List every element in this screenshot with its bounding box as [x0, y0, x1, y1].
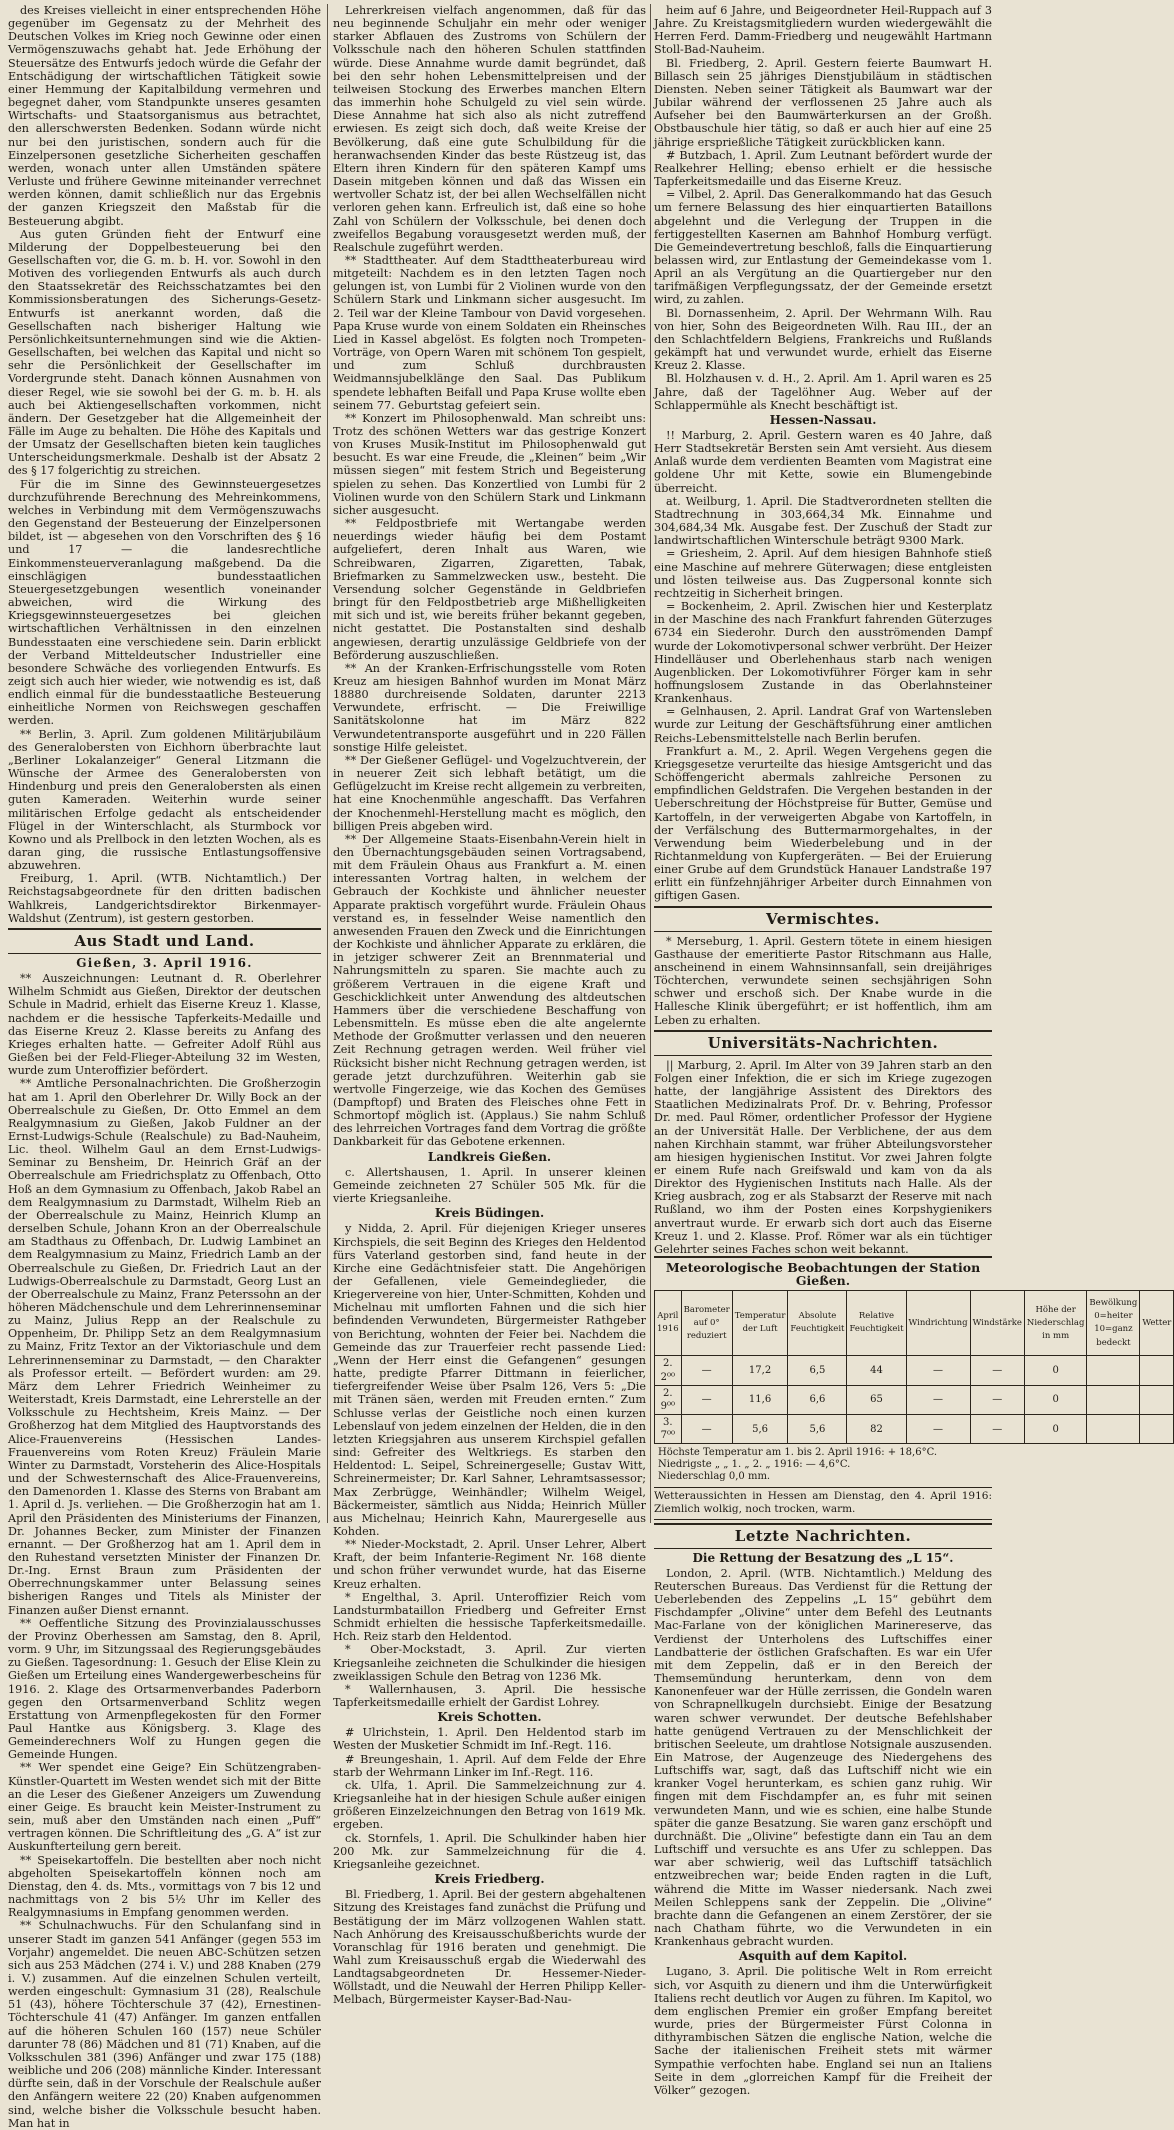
weather-cell: — [681, 1415, 732, 1444]
article-paragraph: ** Nieder-Mockstadt, 2. April. Unser Lehrer, Albert Kraft, der beim Infanterie-Regiment Nr. 168 diente und schon früher verwundet wurde, hat das Eiserne Kreuz erhalten. [333, 1538, 646, 1591]
article-paragraph: Bl. Dornassenheim, 2. April. Der Wehrmann Wilh. Rau von hier, Sohn des Beigeordneten Wilh. Rau III., der an den Schlachtfeldern Belgiens, Frankreichs und Rußlands gekämpft hat und verwundet wurde, erhielt das Eiserne Kreuz 2. Klasse. [654, 306, 992, 373]
article-paragraph: ck. Stornfels, 1. April. Die Schulkinder haben hier 200 Mk. zur Sammelzeichnung für die 4. Kriegsanleihe gezeichnet. [333, 1831, 646, 1871]
article-paragraph: London, 2. April. (WTB. Nichtamtlich.) Meldung des Reuterschen Bureaus. Das Verdienst für die Rettung der Ueberlebenden des Zeppelins „L 15“ gebührt dem Fischdampfer „Olivine“ unter dem Befehl des Leutnants Mac-Farlane von der königlichen Marinereserve, das Verdienst der Unterholens des Luftschiffes einer Landbatterie der östlichen Grafschaften. Es war ein Ufer mit dem Zeppelin, daß er in den Bereich der Themsemündung herunterkam, denn von dem Kanonenfeuer war der Hülle zerrissen, die Gondeln waren von Schrapnellkugeln durchsiebt. Einige der Besatzung waren schwer verwundet. Der deutsche Befehlshaber hatte genügend Vertrauen zu der Menschlichkeit der britischen Seeleute, um drahtlose Notsignale auszusenden. Ein Matrose, der Augenzeuge des Niedergehens des Luftschiffs war, sagt, daß das Luftschiff nicht wie ein kranker Vogel herunterkam, es schien ganz ruhig. Wir fingen mit dem Fischdampfer an, es fuhr mit seinen verwundeten Mann, und wie es schien, eine halbe Stunde später die ganze Besatzung. Sie waren ganz erschöpft und durchnäßt. Die „Olivine“ befestigte dann ein Tau an dem Luftschiff und versuchte es ans Ufer zu schleppen. Das war aber schwierig, weil das Luftschiff tatsächlich entzweibrechen war; beide Enden ragten in die Luft, während die Mitte im Wasser niedersank. Nach zwei Meilen Schleppens sank der Zeppelin. Die „Olivine“ brachte dann die Gefangenen an einem Zerstörer, der sie nach Chatham führte, wo die Verwundeten in ein Krankenhaus gebracht wurden. [654, 1566, 992, 1949]
article-paragraph: heim auf 6 Jahre, und Beigeordneter Heil-Ruppach auf 3 Jahre. Zu Kreistagsmitgliedern wurden wiedergewählt die Herren Ferd. Damm-Friedberg und neugewählt Hartmann Stoll-Bad-Nauheim. [654, 4, 992, 57]
stat-line: Niederschlag 0,0 mm. [658, 1471, 771, 1483]
weather-col-header: Windrichtung [906, 1291, 970, 1356]
article-paragraph: ** An der Kranken-Erfrischungsstelle vom Roten Kreuz am hiesigen Bahnhof wurden im Monat März 18880 durchreisende Soldaten, darunter 2213 Verwundete, erfrischt. — Die Freiwillige Sanitätskolonne hat im März 822 Verwundetentransporte ausgeführt und in 220 Fällen sonstige Hilfe geleistet. [333, 661, 646, 754]
weather-table [654, 1290, 1174, 1444]
article-paragraph: = Gelnhausen, 2. April. Landrat Graf von Wartensleben wurde zur Leitung der Geschäftsführung einer amtlichen Reichs-Lebensmittelstelle nach Berlin berufen. [654, 705, 992, 745]
weather-cell: — [906, 1415, 970, 1444]
temperature-stats [658, 1447, 992, 1483]
article-paragraph: ** Berlin, 3. April. Zum goldenen Militärjubiläum des Generalobersten von Eichhorn überbrachte laut „Berliner Lokalanzeiger“ General Litzmann die Wünsche der Armee des Generalobersten von Hindenburg und preis den Generalobersten als einen guten Kameraden. Weiterhin wurde seiner militärischen Erfolge gedacht als entscheidender Flügel in der Winterschlacht, als Sturmbock vor Kowno und als Prellbock in den letzten Wochen, als es daran ging, die russische Entlastungsoffensive abzuwehren. [8, 727, 321, 873]
article-paragraph: ** Wer spendet eine Geige? Ein Schützengraben-Künstler-Quartett im Westen wendet sich mit der Bitte an die Leser des Gießener Anzeigers um Zuwendung einer Geige. Es braucht kein Meister-Instrument zu sein, muß aber den Umständen nach einen „Puff“ vertragen können. Die Schriftleitung des „G. A“ ist zur Auskunfterteilung gern bereit. [8, 1761, 321, 1854]
weather-col-header: Temperatur der Luft [732, 1291, 788, 1356]
weather-cell: 11,6 [732, 1385, 788, 1414]
article-paragraph: ** Oeffentliche Sitzung des Provinzialausschusses der Provinz Oberhessen am Samstag, den 8. April, vorm. 9 Uhr, im Sitzungssaal des Regierungsgebäudes zu Gießen. Tagesordnung: 1. Gesuch der Elise Klein zu Gießen um Erteilung eines Wandergewerbescheins für 1916. 2. Klage des Ortsarmenverbandes Paderborn gegen den Ortsarmenverband Schlitz wegen Erstattung von Armenpflegekosten für den Former Paul Hantke aus Königsberg. 3. Klage des Gemeinderechners Wolf zu Hungen gegen die Gemeinde Hungen. [8, 1616, 321, 1762]
stat-line: Niedrigste „ „ 1. „ 2. „ 1916: — 4,6°C. [658, 1459, 851, 1471]
weather-col-header: Bewölkung 0=heiter 10=ganz bedeckt [1087, 1291, 1140, 1356]
article-paragraph: !! Marburg, 2. April. Gestern waren es 40 Jahre, daß Herr Stadtsekretär Bersten sein Amt versieht. Aus diesem Anlaß wurde dem verdienten Beamten vom Magistrat eine goldene Uhr mit Kette, sowie ein Blumengebinde überreicht. [654, 429, 992, 495]
article-paragraph: c. Allertshausen, 1. April. In unserer kleinen Gemeinde zeichneten 27 Schüler 505 Mk. für die vierte Kriegsanleihe. [333, 1165, 646, 1206]
weather-col-header: Barometer auf 0° reduziert [681, 1291, 732, 1356]
weather-cell [1140, 1385, 1174, 1414]
article-paragraph: ck. Ulfa, 1. April. Die Sammelzeichnung zur 4. Kriegsanleihe hat in der hiesigen Schule außer einigen größeren Einzelzeichnungen den Betrag von 1619 Mk. ergeben. [333, 1778, 646, 1832]
weather-cell: — [970, 1415, 1024, 1444]
weather-cell: 82 [847, 1415, 906, 1444]
column-2 [333, 4, 646, 2007]
weather-table-header-row [655, 1291, 1174, 1356]
article-paragraph: ** Speisekartoffeln. Die bestellten aber noch nicht abgeholten Speisekartoffeln können noch am Dienstag, den 4. ds. Mts., vormittags von 7 bis 12 und nachmittags von 2 bis 5½ Uhr im Keller des Realgymnasiums in Empfang genommen werden. [8, 1853, 321, 1920]
article-paragraph: ** Schulnachwuchs. Für den Schulanfang sind in unserer Stadt im ganzen 541 Anfänger (gegen 553 im Vorjahr) angemeldet. Die neuen ABC-Schützen setzen sich aus 253 Mädchen (274 i. V.) und 288 Knaben (279 i. V.) zusammen. Auf die einzelnen Schulen verteilt, werden eingeschult: Gymnasium 31 (28), Realschule 51 (43), höhere Töchterschule 37 (42), Ernestinen-Töchterschule 41 (47) Anfänger. Im ganzen entfallen auf die höheren Schulen 160 (157) neue Schüler darunter 78 (86) Mädchen und 81 (71) Knaben, auf die Volksschulen 381 (396) Anfänger und zwar 175 (188) weibliche und 206 (208) männliche Kinder. Interessant dürfte sein, daß in der Vorschule der Realschule außer den Anfängern weitere 22 (20) Knaben aufgenommen sind, welche bisher die Volksschule besucht haben. Man hat in [8, 1919, 321, 2130]
weather-row [655, 1415, 1174, 1444]
weather-row [655, 1385, 1174, 1414]
weather-cell: 0 [1024, 1415, 1087, 1444]
article-paragraph: at. Weilburg, 1. April. Die Stadtverordneten stellten die Stadtrechnung in 303,664,34 Mk. Einnahme und 304,684,34 Mk. Ausgabe fest. Der Zuschuß der Stadt zur landwirtschaftlichen Winterschule beträgt 9300 Mark. [654, 494, 992, 548]
weather-cell [1087, 1385, 1140, 1414]
weather-col-header: Absolute Feuchtigkeit [788, 1291, 847, 1356]
region-heading: Landkreis Gießen. [427, 1149, 552, 1164]
region-heading: Kreis Friedberg. [434, 1872, 545, 1887]
article-paragraph: ** Amtliche Personalnachrichten. Die Großherzogin hat am 1. April den Oberlehrer Dr. Willy Bock an der Oberrealschule zu Gießen, Dr. Otto Emmel an dem Realgymnasium zu Gießen, Jakob Fuldner an der Ernst-Ludwigs-Schule (Realschule) zu Bad-Nauheim, Lic. theol. Wilhelm Gaul an dem Ernst-Ludwigs-Seminar zu Bensheim, Dr. Heinrich Gräf an der Oberrealschule am Friedrichsplatz zu Offenbach, Otto Hoß an dem Gymnasium zu Offenbach, Jakob Rabel an dem Realgymnasium zu Darmstadt, Wilhelm Rieb an der Oberrealschule zu Mainz, Heinrich Klump an derselben Schule, Johann Kron an der Oberrealschule am Stadthaus zu Offenbach, Dr. Ludwig Lambinet an dem Realgymnasium zu Mainz, Friedrich Lamb an der Oberrealschule zu Gießen, Dr. Friedrich Laut an der Ludwigs-Oberrealschule zu Darmstadt, Georg Lust an der Oberrealschule zu Mainz, Franz Peterssohn an der höheren Mädchenschule und dem Lehrerinnenseminar zu Mainz, Julius Repp an der Realschule zu Oppenheim, Dr. Philipp Setz an dem Realgymnasium zu Mainz, Fritz Textor an der Viktoriaschule und dem Lehrerinnenseminar zu Darmstadt, — den Charakter als Professor erteilt. — Befördert wurden: am 29. März dem Lehrer Friedrich Weinheimer zu Weiterstadt, Kreis Darmstadt, eine Lehrerstelle an der Volksschule zu Hechtsheim, Kreis Mainz. — Der Großherzog hat dem Mitglied des Hauptvorstands des Alice-Frauenvereins (Hessischen Landes-Frauenvereins vom Roten Kreuz) Fräulein Marie Winter zu Darmstadt, Vorsteherin des Alice-Hospitals und der Schwesternschaft des Alice-Frauenvereins, den Damenorden 1. Klasse des Sterns von Brabant am 1. April d. Js. verliehen. — Die Großherzogin hat am 1. April den Präsidenten des Ministeriums der Finanzen, Dr. Johannes Becker, zum Minister der Finanzen ernannt. — Der Großherzog hat am 1. April dem in den Ruhestand versetzten Minister der Finanzen Dr. Dr.-Ing. Ernst Braun zum Präsidenten der Oberrechnungskammer unter Belassung seines bisherigen Ranges und Titels als Minister der Finanzen außer Dienst ernannt. [8, 1077, 321, 1617]
article-paragraph: Lehrerkreisen vielfach angenommen, daß für das neu beginnende Schuljahr ein mehr oder weniger starker Abflauen des Zustroms von Schülern der Volksschule nach den höheren Schulen stattfinden würde. Diese Annahme wurde damit begründet, daß bei den sehr hohen Lebensmittelpreisen und der teilweisen Stockung des Erwerbes manchen Eltern das immerhin hohe Schulgeld zu viel sein würde. Diese Annahme hat sich also als nicht zutreffend erwiesen. Es zeigt sich doch, daß weite Kreise der Bevölkerung, daß eine gute Schulbildung für die heranwachsenden Kinder das beste Rüstzeug ist, das Eltern ihren Kindern für den späteren Kampf ums Dasein mitgeben können und daß das Wissen ein wertvoller Schatz ist, der bei allen Wechselfällen nicht verloren gehen kann. Erfreulich ist, daß eine so hohe Zahl von Schülern der Volksschule, bei denen doch zweifellos Begabung vorausgesetzt werden muß, der Realschule zugeführt werden. [333, 4, 646, 254]
article-paragraph: = Bockenheim, 2. April. Zwischen hier und Kesterplatz in der Maschine des nach Frankfurt fahrenden Güterzuges 6734 ein Siederohr. Durch den ausströmenden Dampf wurde der Lokomotivpersonal schwer verbrüht. Der Heizer Hindelläuser und Oberlehenhaus starb nach wenigen Augenblicken. Der Lokomotivführer Förger kam in sehr hoffnungslosem Zustande in das Oberlahnsteiner Krankenhaus. [654, 600, 992, 706]
section-title: Aus Stadt und Land. [8, 928, 321, 954]
dateline: Gießen, 3. April 1916. [76, 955, 253, 970]
article-paragraph: = Vilbel, 2. April. Das Generalkommando hat das Gesuch um fernere Belassung des hier einquartierten Bataillons abgelehnt und die Verlegung der Truppen in die fertiggestellten Kasernen am Bahnhof Homburg verfügt. Die Gemeindevertretung beschloß, falls die Einquartierung belassen wird, zur Entlastung der Gemeindekasse vom 1. April an als Vergütung an die Quartiergeber nur den tarifmäßigen Verpflegungssatz, der der Gemeinde ersetzt wird, zu zahlen. [654, 188, 992, 307]
article-paragraph: # Butzbach, 1. April. Zum Leutnant befördert wurde der Realkehrer Helling; ebenso erhielt er die hessische Tapferkeitsmedaille und das Eiserne Kreuz. [654, 148, 992, 189]
article-paragraph: ** Stadttheater. Auf dem Stadttheaterbureau wird mitgeteilt: Nachdem es in den letzten Tagen noch gelungen ist, von Lumbi für 2 Violinen wurde von den Schülern Stark und Linkmann sicher ausgesucht. Im 2. Teil war der Kleine Tambour von David vorgesehen. Papa Kruse wurde von einem Soldaten ein Rheinsches Lied in Kassel abgelöst. Es folgten noch Trompeten-Vorträge, von Opern Waren mit schönem Ton gespielt, und zum Schluß durchbrausten Weidmannsjubelklänge den Saal. Das Publikum spendete lebhaften Beifall und Papa Kruse wollte eben seinem 77. Geburtstag gefeiert sein. [333, 253, 646, 412]
weather-forecast: Wetteraussichten in Hessen am Dienstag, den 4. April 1916: Ziemlich wolkig, noch trocken, warm. [654, 1487, 992, 1519]
weather-cell: 0 [1024, 1356, 1087, 1385]
weather-cell: 3. 7⁰⁰ [655, 1415, 682, 1444]
weather-cell: 44 [847, 1356, 906, 1385]
article-paragraph: # Ulrichstein, 1. April. Den Heldentod starb im Westen der Musketier Schmidt im Inf.-Regt. 116. [333, 1726, 646, 1753]
article-paragraph: ** Konzert im Philosophenwald. Man schreibt uns: Trotz des schönen Wetters war das gestrige Konzert von Kruses Musik-Institut im Philosophenwald gut besucht. Es war eine Freude, die „Kleinen“ beim „Wir müssen siegen“ mit festem Strich und Begeisterung spielen zu sehen. Das Konzertlied von Lumbi für 2 Violinen wurde von den Schülern Stark und Linkmann sicher ausgesucht. [333, 411, 646, 517]
article-paragraph: ** Auszeichnungen: Leutnant d. R. Oberlehrer Wilhelm Schmidt aus Gießen, Direktor der deutschen Schule in Madrid, erhielt das Eiserne Kreuz 1. Klasse, nachdem er die hessische Tapferkeits-Medaille und das Eiserne Kreuz 2. Klasse bereits zu Anfang des Krieges erhalten hatte. — Gefreiter Adolf Rühl aus Gießen bei der Feld-Flieger-Abteilung 32 im Westen, wurde zum Unteroffizier befördert. [8, 972, 321, 1078]
weather-col-header: Relative Feuchtigkeit [847, 1291, 906, 1356]
article-paragraph: Bl. Friedberg, 1. April. Bei der gestern abgehaltenen Sitzung des Kreistages fand zunächst die Prüfung und Bestätigung der im März vollzogenen Wahlen statt. Nach Anhörung des Kreisausschußberichts wurde der Voranschlag für 1916 beraten und genehmigt. Die Wahl zum Kreisausschuß ergab die Wiederwahl des Landtagsabgeordneten Dr. Hessemer-Nieder-Wöllstadt, und die Neuwahl der Herren Philipp Keller-Melbach, Bürgermeister Kayser-Bad-Nau- [333, 1888, 646, 2007]
weather-cell: — [970, 1356, 1024, 1385]
weather-cell: — [681, 1385, 732, 1414]
column-rule [327, 4, 328, 1523]
article-paragraph: * Engelthal, 3. April. Unteroffizier Reich vom Landsturmbataillon Friedberg und Gefreiter Ernst Schmidt erhielten die hessische Tapferkeitsmedaille. Hch. Reiz starb den Heldentod. [333, 1590, 646, 1644]
article-paragraph: * Wallernhausen, 3. April. Die hessische Tapferkeitsmedaille erhielt der Gardist Lohrey. [333, 1682, 646, 1709]
article-paragraph: Bl. Holzhausen v. d. H., 2. April. Am 1. April waren es 25 Jahre, daß der Tagelöhner Aug. Weber auf der Schlappermühle als Knecht beschäftigt ist. [654, 372, 992, 412]
column-rule [650, 4, 651, 1523]
weather-row [655, 1356, 1174, 1385]
region-heading: Kreis Schotten. [437, 1710, 542, 1725]
column-3 [654, 4, 1172, 2097]
weather-col-header: April 1916 [655, 1291, 682, 1356]
article-paragraph: Bl. Friedberg, 2. April. Gestern feierte Baumwart H. Billasch sein 25 jähriges Dienstjubiläum in städtischen Diensten. Neben seiner Tätigkeit als Baumwart war der Jubilar während der verflossenen 25 Jahre auch als Aufseher bei den Baumwärterkursen an der Großh. Obstbauschule hier tätig, so daß er auch hier auf eine 25 jährige ersprießliche Tätigkeit zurückblicken kann. [654, 56, 992, 149]
weather-cell: 17,2 [732, 1356, 788, 1385]
weather-cell: 0 [1024, 1385, 1087, 1414]
weather-cell [1087, 1415, 1140, 1444]
weather-cell: — [906, 1356, 970, 1385]
article-paragraph: ** Der Allgemeine Staats-Eisenbahn-Verein hielt in den Übernachtungsgebäuden seinen Vortragsabend, mit dem Fräulein Ohaus aus Frankfurt a. M. einen interessanten Vortrag halten, in welchem der Gebrauch der Kochkiste und ähnlicher neuester Apparate praktisch vorgeführt wurde. Fräulein Ohaus verstand es, in fesselnder Weise namentlich den anwesenden Frauen den Zweck und die Einrichtungen der Kochkiste und ähnlicher Apparate zu erklären, die in jetziger schwerer Zeit an Brennmaterial und Nahrungsmitteln zu sparen. Sie machte auch zu größerem Vertrauen in die eigene Kraft und Geschicklichkeit unter Anwendung des altdeutschen Hammers über die verschiedene Beschaffung von Lebensmitteln. Es müsse eben die alte angelernte Methode der Großmutter verlassen und den neueren Zeit Rechnung getragen werden. Weil früher viel Rücksicht bisher nicht Rechnung getragen werden, ist gerade jetzt durchzuführen. Weiterhin gab sie wertvolle Fingerzeige, wie das Kochen des Gemüses (Dampftopf) und Braten des Fleisches ohne Fett in Schmortopf möglich ist. (Applaus.) Sie nahm Schluß des lehrreichen Vortrages fand dem Vortrag die größte Dankbarkeit für das Gebotene erkennen. [333, 832, 646, 1149]
section-title: Vermischtes. [654, 906, 992, 932]
article-paragraph: Frankfurt a. M., 2. April. Wegen Vergehens gegen die Kriegsgesetze verurteilte das hiesige Amtsgericht und das Schöffengericht abermals zahlreiche Personen zu empfindlichen Geldstrafen. Die Vergehen bestanden in der Ueberschreitung der Höchstpreise für Butter, Gemüse und Kartoffeln, in der verweigerten Abgabe von Kartoffeln, in der Verfälschung des Buttermarmorgehaltes, in der Verwendung beim Wiederbelebung und in der Richtanmeldung von Kupfergeräten. — Bei der Eruierung einer Grube auf dem Grundstück Hanauer Landstraße 197 erlitt ein fünfzehnjähriger Arbeiter durch Einnahmen von giftigen Gasen. [654, 744, 992, 903]
stat-line: Höchste Temperatur am 1. bis 2. April 1916: + 18,6°C. [658, 1447, 938, 1459]
article-paragraph: y Nidda, 2. April. Für diejenigen Krieger unseres Kirchspiels, die seit Beginn des Krieges den Heldentod fürs Vaterland gestorben sind, fand heute in der Kirche eine Gedächtnisfeier statt. Die Angehörigen der Gefallenen, viele Gemeindeglieder, die Kriegervereine von hier, Unter-Schmitten, Kohden und Michelnau mit umflorten Fahnen und die sich hier befindenden Verwundeten, Bürgermeister Rathgeber von Berichtung, wohnten der Feier bei. Nachdem die Gemeinde das zur Trauerfeier recht passende Lied: „Wenn der Herr einst die Gefangenen“ gesungen hatte, predigte Pfarrer Dittmann in feierlicher, tiefergreifender Weise über Psalm 126, Vers 5: „Die mit Tränen säen, werden mit Freuden ernten.“ Zum Schlusse verlas der Geistliche noch einen kurzen Lebenslauf von jedem einzelnen der Helden, die in den letzten Kriegsjahren aus unserem Kirchspiel gefallen sind: Gefreiter des Weltkriegs. Es starben den Heldentod: L. Seipel, Schreinergeselle; Gustav Witt, Schreinermeister; Dr. Karl Sahner, Lehramtsassessor; Max Zerbrügge, Weinhändler; Wilhelm Weigel, Bäckermeister, sämtlich aus Nidda; Heinrich Müller aus Michelnau; Heinrich Kahn, Maurergeselle aus Kohden. [333, 1222, 646, 1538]
weather-cell: — [970, 1385, 1024, 1414]
article-paragraph: Für die im Sinne des Gewinnsteuergesetzes durchzuführende Berechnung des Mehreinkommens, welches in Verbindung mit dem Vermögenszuwachs den Gegenstand der Besteuerung der Einzelpersonen bildet, ist — abgesehen von den Vorschriften des § 16 und 17 — die landesrechtliche Einkommensteuerveranlagung maßgebend. Da die einschlägigen bundesstaatlichen Steuergesetzgebungen wesentlich voneinander abweichen, wird die Wirkung des Kriegsgewinnsteuergesetzes bei gleichen wirtschaftlichen Verhältnissen in den einzelnen Bundesstaaten eine verschiedene sein. Darin erblickt der Verband Mitteldeutscher Industrieller eine besondere Schwäche des vorliegenden Entwurfs. Es zeigt sich auch hier wieder, wie notwendig es ist, daß endlich einmal für die bundesstaatliche Besteuerung einheitliche Normen von Reichswegen geschaffen werden. [8, 477, 321, 728]
article-paragraph: Aus guten Gründen fieht der Entwurf eine Milderung der Doppelbesteuerung bei den Gesellschaften vor, die G. m. b. H. vor. Sowohl in den Motiven des vorliegenden Entwurfs als auch durch den Staatssekretär des Reichsschatzamtes bei den Kommissionsberatungen des Sicherungs-Gesetz-Entwurfs ist anerkannt worden, daß die Gesellschaften nach bisheriger Haltung wie Persönlichkeitsunternehmungen sind wie die Aktien-Gesellschaften, bei welchen das Kapital und nicht so sehr die Persönlichkeit der Gesellschafter im Vordergrunde steht. Danach können Ausnahmen von dieser Regel, wie sie sowohl bei der G. m. b. H. als auch bei Aktiengesellschaften vorkommen, nicht ändern. Der Gesetzgeber hat die Allgemeinheit der Fälle im Auge zu behalten. Die Höhe des Kapitals und der Umsatz der Gesellschaften bieten kein taugliches Unterscheidungsmerkmale. Deshalb ist der Absatz 2 des § 17 folgerichtig zu streichen. [8, 227, 321, 478]
weather-col-header: Windstärke [970, 1291, 1024, 1356]
article-paragraph: * Ober-Mockstadt, 3. April. Zur vierten Kriegsanleihe zeichneten die Schulkinder die hiesigen zweiklassigen Schule den Betrag von 1236 Mk. [333, 1643, 646, 1683]
weather-cell [1140, 1415, 1174, 1444]
article-paragraph: * Merseburg, 1. April. Gestern tötete in einem hiesigen Gasthause der emeritierte Pastor Ritschmann aus Halle, anscheinend in einem Wahnsinnsanfall, sein dreijähriges Töchterchen, verwundete seinen sechsjährigen Sohn schwer und erschoß sich. Der Knabe wurde in die Hallesche Klinik übergeführt; er ist hoffentlich, ihm am Leben zu erhalten. [654, 934, 992, 1027]
article-paragraph: # Breungeshain, 1. April. Auf dem Felde der Ehre starb der Wehrmann Linker im Inf.-Regt. 116. [333, 1752, 646, 1779]
weather-col-header: Höhe der Niederschlag in mm [1024, 1291, 1087, 1356]
region-heading: Hessen-Nassau. [769, 412, 877, 427]
weather-cell: 6,5 [788, 1356, 847, 1385]
article-paragraph: Freiburg, 1. April. (WTB. Nichtamtlich.) Der Reichstagsabgeordnete für den dritten badischen Wahlkreis, Landgerichtsdirektor Birkenmayer-Waldshut (Zentrum), ist gestern gestorben. [8, 872, 321, 925]
article-headline: Asquith auf dem Kapitol. [738, 1949, 908, 1964]
weather-cell: — [906, 1385, 970, 1414]
article-paragraph: || Marburg, 2. April. Im Alter von 39 Jahren starb an den Folgen einer Infektion, die er sich im Kriege zugezogen hatte, der langjährige Assistent des Direktors des Staatlichen Medizinalrats Prof. Dr. v. Behring, Professor Dr. med. Paul Römer, ordentlicher Professor der Hygiene an der Universität Halle. Der Verblichene, der aus dem nahen Kirchhain stammt, war früher Abteilungsvorsteher am hiesigen hygienischen Institut. Vor zwei Jahren folgte er einem Rufe nach Greifswald und kam von da als Direktor des Hygienischen Instituts nach Halle. Als der Krieg ausbrach, zog er als Stabsarzt der Reserve mit nach Rußland, wo ihm der Posten eines Korpshygienikers anvertraut wurde. Er erwarb sich dort auch das Eiserne Kreuz 1. und 2. Klasse. Prof. Römer war als ein tüchtiger Gelehrter seines Faches schon weit bekannt. [654, 1058, 992, 1256]
weather-cell: 65 [847, 1385, 906, 1414]
weather-cell: 5,6 [732, 1415, 788, 1444]
article-paragraph: ** Der Gießener Geflügel- und Vogelzuchtverein, der in neuerer Zeit sich lebhaft betätigt, um die Geflügelzucht im Kreise recht allgemein zu verbreiten, hat eine Knochenmühle angeschafft. Das Verfahren der Knochenmehl-Herstellung macht es möglich, den billigen Preis abgeben wird. [333, 753, 646, 833]
article-paragraph: ** Feldpostbriefe mit Wertangabe werden neuerdings wieder häufig bei dem Postamt aufgeliefert, deren Inhalt aus Waren, wie Schreibwaren, Zigarren, Zigaretten, Tabak, Briefmarken zu Sammelzwecken usw., besteht. Die Versendung solcher Gegenstände in Geldbriefen bringt für den Feldpostbetrieb arge Mißhelligkeiten mit sich und ist, wie bereits früher bekannt gegeben, nicht gestattet. Die Postanstalten sind deshalb angewiesen, derartig unzulässige Geldbriefe von der Beförderung auszuschließen. [333, 517, 646, 662]
weather-cell: — [681, 1356, 732, 1385]
article-paragraph: = Griesheim, 2. April. Auf dem hiesigen Bahnhofe stieß eine Maschine auf mehrere Güterwagen; diese entgleisten und lösten teilweise aus. Das Zugpersonal konnte sich rechtzeitig in Sicherheit bringen. [654, 547, 992, 600]
article-paragraph: Lugano, 3. April. Die politische Welt in Rom erreicht sich, vor Asquith zu dienern und ihm die Unterwürfigkeit Italiens recht deutlich vor Augen zu führen. Im Kapitol, wo dem englischen Premier ein großer Empfang bereitet wurde, pries der Bürgermeister Fürst Colonna in dithyrambischen Sätzen die englische Nation, welche die Sache der italienischen Freiheit stets mit wärmer Sympathie verfochten habe. England sei nun an Italiens Seite in dem „glorreichen Kampf für die Freiheit der Völker“ gezogen. [654, 1965, 992, 2097]
weather-col-header: Wetter [1140, 1291, 1174, 1356]
weather-cell [1140, 1356, 1174, 1385]
weather-cell: 2. 9⁰⁰ [655, 1385, 682, 1414]
article-paragraph: des Kreises vielleicht in einer entsprechenden Höhe gegenüber im Gegensatz zu der Mehrheit des Deutschen Volkes im Krieg noch Gewinne oder einen Vermögenszuwachs gehabt hat. Jede Erhöhung der Steuersätze des Entwurfs jedoch würde die Gefahr der Entschädigung der wirtschaftlichen Tätigkeit sowie einer Hemmung der Kapitalbildung vermehren und begegnet daher, vom Standpunkte unseres gesamten Wirtschafts- und Staatsorganismus aus betrachtet, den allerschwersten Bedenken. Sodann würde nicht nur bei den juristischen, sondern auch für die Einzelpersonen gesetzliche Sicherheiten geschaffen werden, wonach unter allen Umständen spätere Verluste und frühere Gewinne miteinander verrechnet werden können, damit schließlich nur das Ergebnis der ganzen Kriegszeit den Maßstab für die Besteuerung abgibt. [8, 4, 321, 228]
section-title: Universitäts-Nachrichten. [654, 1030, 992, 1056]
weather-cell [1087, 1356, 1140, 1385]
section-title: Letzte Nachrichten. [654, 1523, 992, 1549]
article-headline: Die Rettung der Besatzung des „L 15“. [692, 1550, 954, 1565]
column-1 [8, 4, 321, 2130]
weather-cell: 6,6 [788, 1385, 847, 1414]
region-heading: Kreis Büdingen. [434, 1206, 545, 1221]
weather-table-title: Meteorologische Beobachtungen der Station Gießen. [654, 1256, 992, 1287]
weather-cell: 5,6 [788, 1415, 847, 1444]
weather-cell: 2. 2⁰⁰ [655, 1356, 682, 1385]
